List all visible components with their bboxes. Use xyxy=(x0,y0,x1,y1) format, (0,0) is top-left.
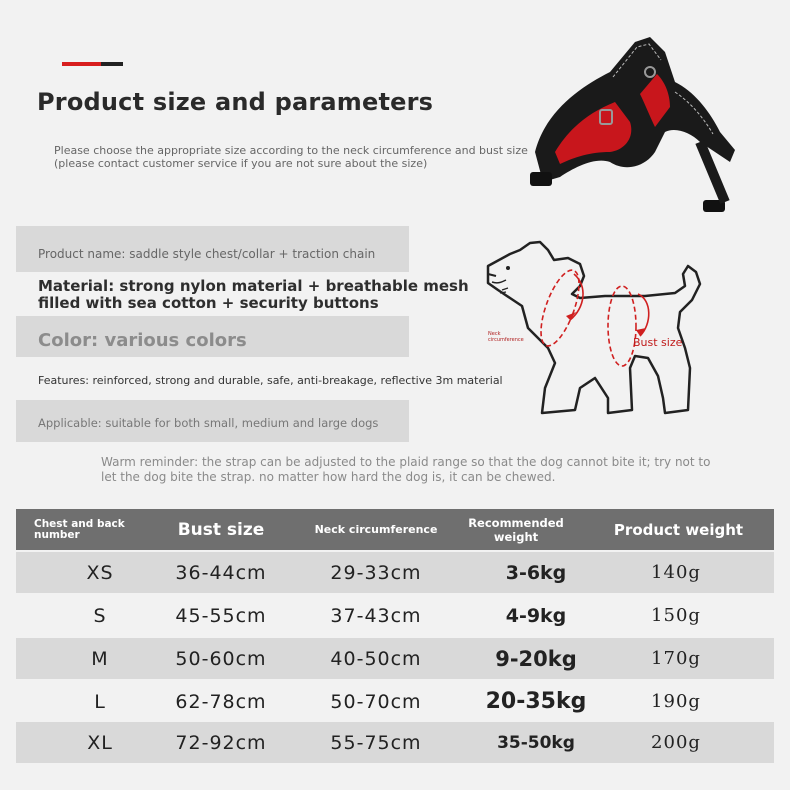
cell-size: XL xyxy=(87,731,113,754)
dog-diagram xyxy=(480,238,720,418)
header-recommended-weight: Recommended weight xyxy=(468,515,564,544)
warm-reminder: Warm reminder: the strap can be adjusted to the plaid range so that the dog cannot bite it; try not to let the dog bite the strap. no matter how hard the dog is, it can be chewed. xyxy=(101,455,711,484)
spec-material: Material: strong nylon material + breathable mesh filled with sea cotton + security buttons xyxy=(38,277,469,312)
header-chest-back: Chest and back number xyxy=(34,517,125,541)
cell-product-weight: 150g xyxy=(651,605,701,626)
page-subtitle: Please choose the appropriate size according to the neck circumference and bust size (please contact customer service if you are not sure about the size) xyxy=(54,144,528,170)
table-row xyxy=(16,638,774,679)
page-title: Product size and parameters xyxy=(37,88,434,116)
spec-product-name: Product name: saddle style chest/collar + traction chain xyxy=(38,247,376,261)
table-row xyxy=(16,552,774,593)
cell-neck: 40-50cm xyxy=(330,647,422,670)
table-row xyxy=(16,722,774,763)
cell-bust: 45-55cm xyxy=(175,604,267,627)
cell-neck: 29-33cm xyxy=(330,561,422,584)
cell-weight: 3-6kg xyxy=(505,561,567,584)
cell-product-weight: 170g xyxy=(651,648,701,669)
header-product-weight: Product weight xyxy=(613,520,744,539)
cell-size: M xyxy=(91,647,109,670)
cell-weight: 35-50kg xyxy=(497,732,575,753)
cell-product-weight: 200g xyxy=(651,732,701,753)
header-neck: Neck circumference xyxy=(314,523,438,536)
bust-size-label: Bust size xyxy=(633,336,683,349)
cell-neck: 37-43cm xyxy=(330,604,422,627)
table-row xyxy=(16,681,774,722)
cell-size: S xyxy=(93,604,107,627)
cell-weight: 4-9kg xyxy=(505,604,567,627)
cell-neck: 55-75cm xyxy=(330,731,422,754)
cell-bust: 62-78cm xyxy=(175,690,267,713)
cell-size: L xyxy=(94,690,106,713)
spec-color: Color: various colors xyxy=(38,330,247,351)
spec-features: Features: reinforced, strong and durable, safe, anti-breakage, reflective 3m material xyxy=(38,374,503,387)
header-bust: Bust size xyxy=(177,519,265,540)
cell-neck: 50-70cm xyxy=(330,690,422,713)
spec-applicable: Applicable: suitable for both small, medium and large dogs xyxy=(38,416,379,430)
cell-product-weight: 190g xyxy=(651,691,701,712)
cell-bust: 36-44cm xyxy=(175,561,267,584)
accent-line xyxy=(62,62,123,66)
harness-image xyxy=(525,32,745,222)
cell-bust: 50-60cm xyxy=(175,647,267,670)
table-header xyxy=(16,509,774,550)
table-row xyxy=(16,595,774,636)
cell-bust: 72-92cm xyxy=(175,731,267,754)
cell-product-weight: 140g xyxy=(651,562,701,583)
cell-weight: 20-35kg xyxy=(485,689,587,714)
cell-size: XS xyxy=(86,561,114,584)
cell-weight: 9-20kg xyxy=(495,646,577,671)
neck-circumference-label: Neck circumference xyxy=(488,331,524,343)
